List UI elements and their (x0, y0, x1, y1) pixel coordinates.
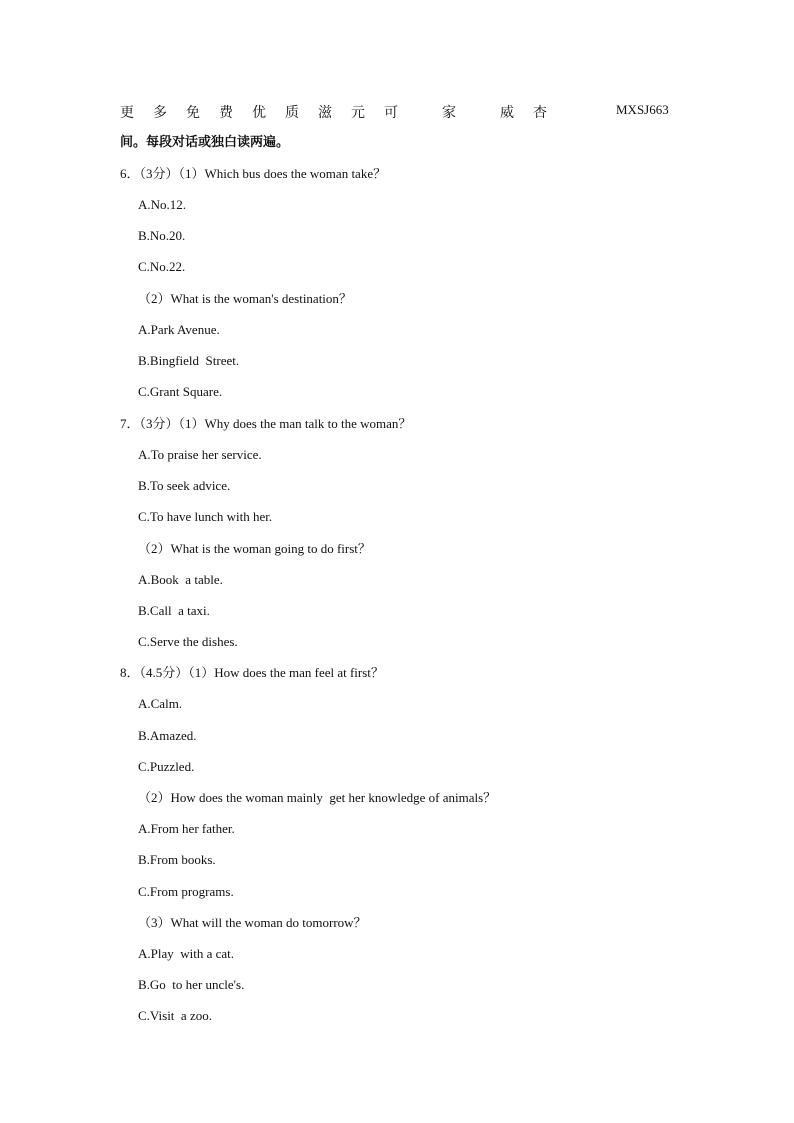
option-item: B.To seek advice. (138, 478, 231, 493)
option-item: C.Grant Square. (138, 384, 223, 399)
option-item: B.Amazed. (138, 728, 197, 743)
option-item: B.From books. (138, 852, 216, 867)
watermark-char: 质 (285, 106, 299, 121)
option-item: C.Visit a zoo. (138, 1008, 212, 1023)
question-6-sub-2: （2）What is the woman's destination？ (138, 291, 352, 306)
watermark-header (120, 102, 676, 120)
option-item: B.Bingfield Street. (138, 353, 240, 368)
watermark-char: 威 (500, 106, 514, 121)
option-item: C.Serve the dishes. (138, 634, 238, 649)
watermark-char: 元 (351, 106, 365, 121)
option-item: A.Play with a cat. (138, 946, 235, 961)
watermark-char: 杏 (533, 106, 547, 121)
section-intro: 间。每段对话或独白读两遍。 (120, 135, 290, 150)
option-item: A.No.12. (138, 197, 187, 212)
option-item: A.Calm. (138, 696, 183, 711)
option-item: B.Go to her uncle's. (138, 977, 245, 992)
question-8-sub-2: （2）How does the woman mainly get her knowledge of animals？ (138, 790, 497, 805)
watermark-char: 多 (153, 106, 167, 121)
watermark-char: 优 (252, 106, 266, 121)
watermark-code: MXSJ663 (616, 102, 669, 117)
question-7-prompt: 7．（3分）（1）Why does the man talk to the woman？ (120, 416, 412, 431)
option-item: C.To have lunch with her. (138, 509, 273, 524)
option-item: C.From programs. (138, 884, 234, 899)
watermark-char: 免 (186, 106, 200, 121)
watermark-char: 可 (384, 106, 398, 121)
option-item: C.No.22. (138, 259, 186, 274)
option-item: C.Puzzled. (138, 759, 195, 774)
watermark-char: 更 (120, 106, 134, 121)
option-item: B.Call a taxi. (138, 603, 210, 618)
option-item: A.From her father. (138, 821, 235, 836)
question-8-prompt: 8．（4.5分）（1）How does the man feel at first？ (120, 665, 384, 680)
option-item: A.Park Avenue. (138, 322, 220, 337)
option-item: A.To praise her service. (138, 447, 262, 462)
question-8-sub-3: （3）What will the woman do tomorrow？ (138, 915, 367, 930)
watermark-char: 费 (219, 106, 233, 121)
option-item: A.Book a table. (138, 572, 223, 587)
question-6-prompt: 6．（3分）（1）Which bus does the woman take？ (120, 166, 387, 181)
watermark-char: 滋 (318, 106, 332, 121)
option-item: B.No.20. (138, 228, 186, 243)
watermark-char: 家 (442, 106, 456, 121)
question-7-sub-2: （2）What is the woman going to do first？ (138, 541, 371, 556)
